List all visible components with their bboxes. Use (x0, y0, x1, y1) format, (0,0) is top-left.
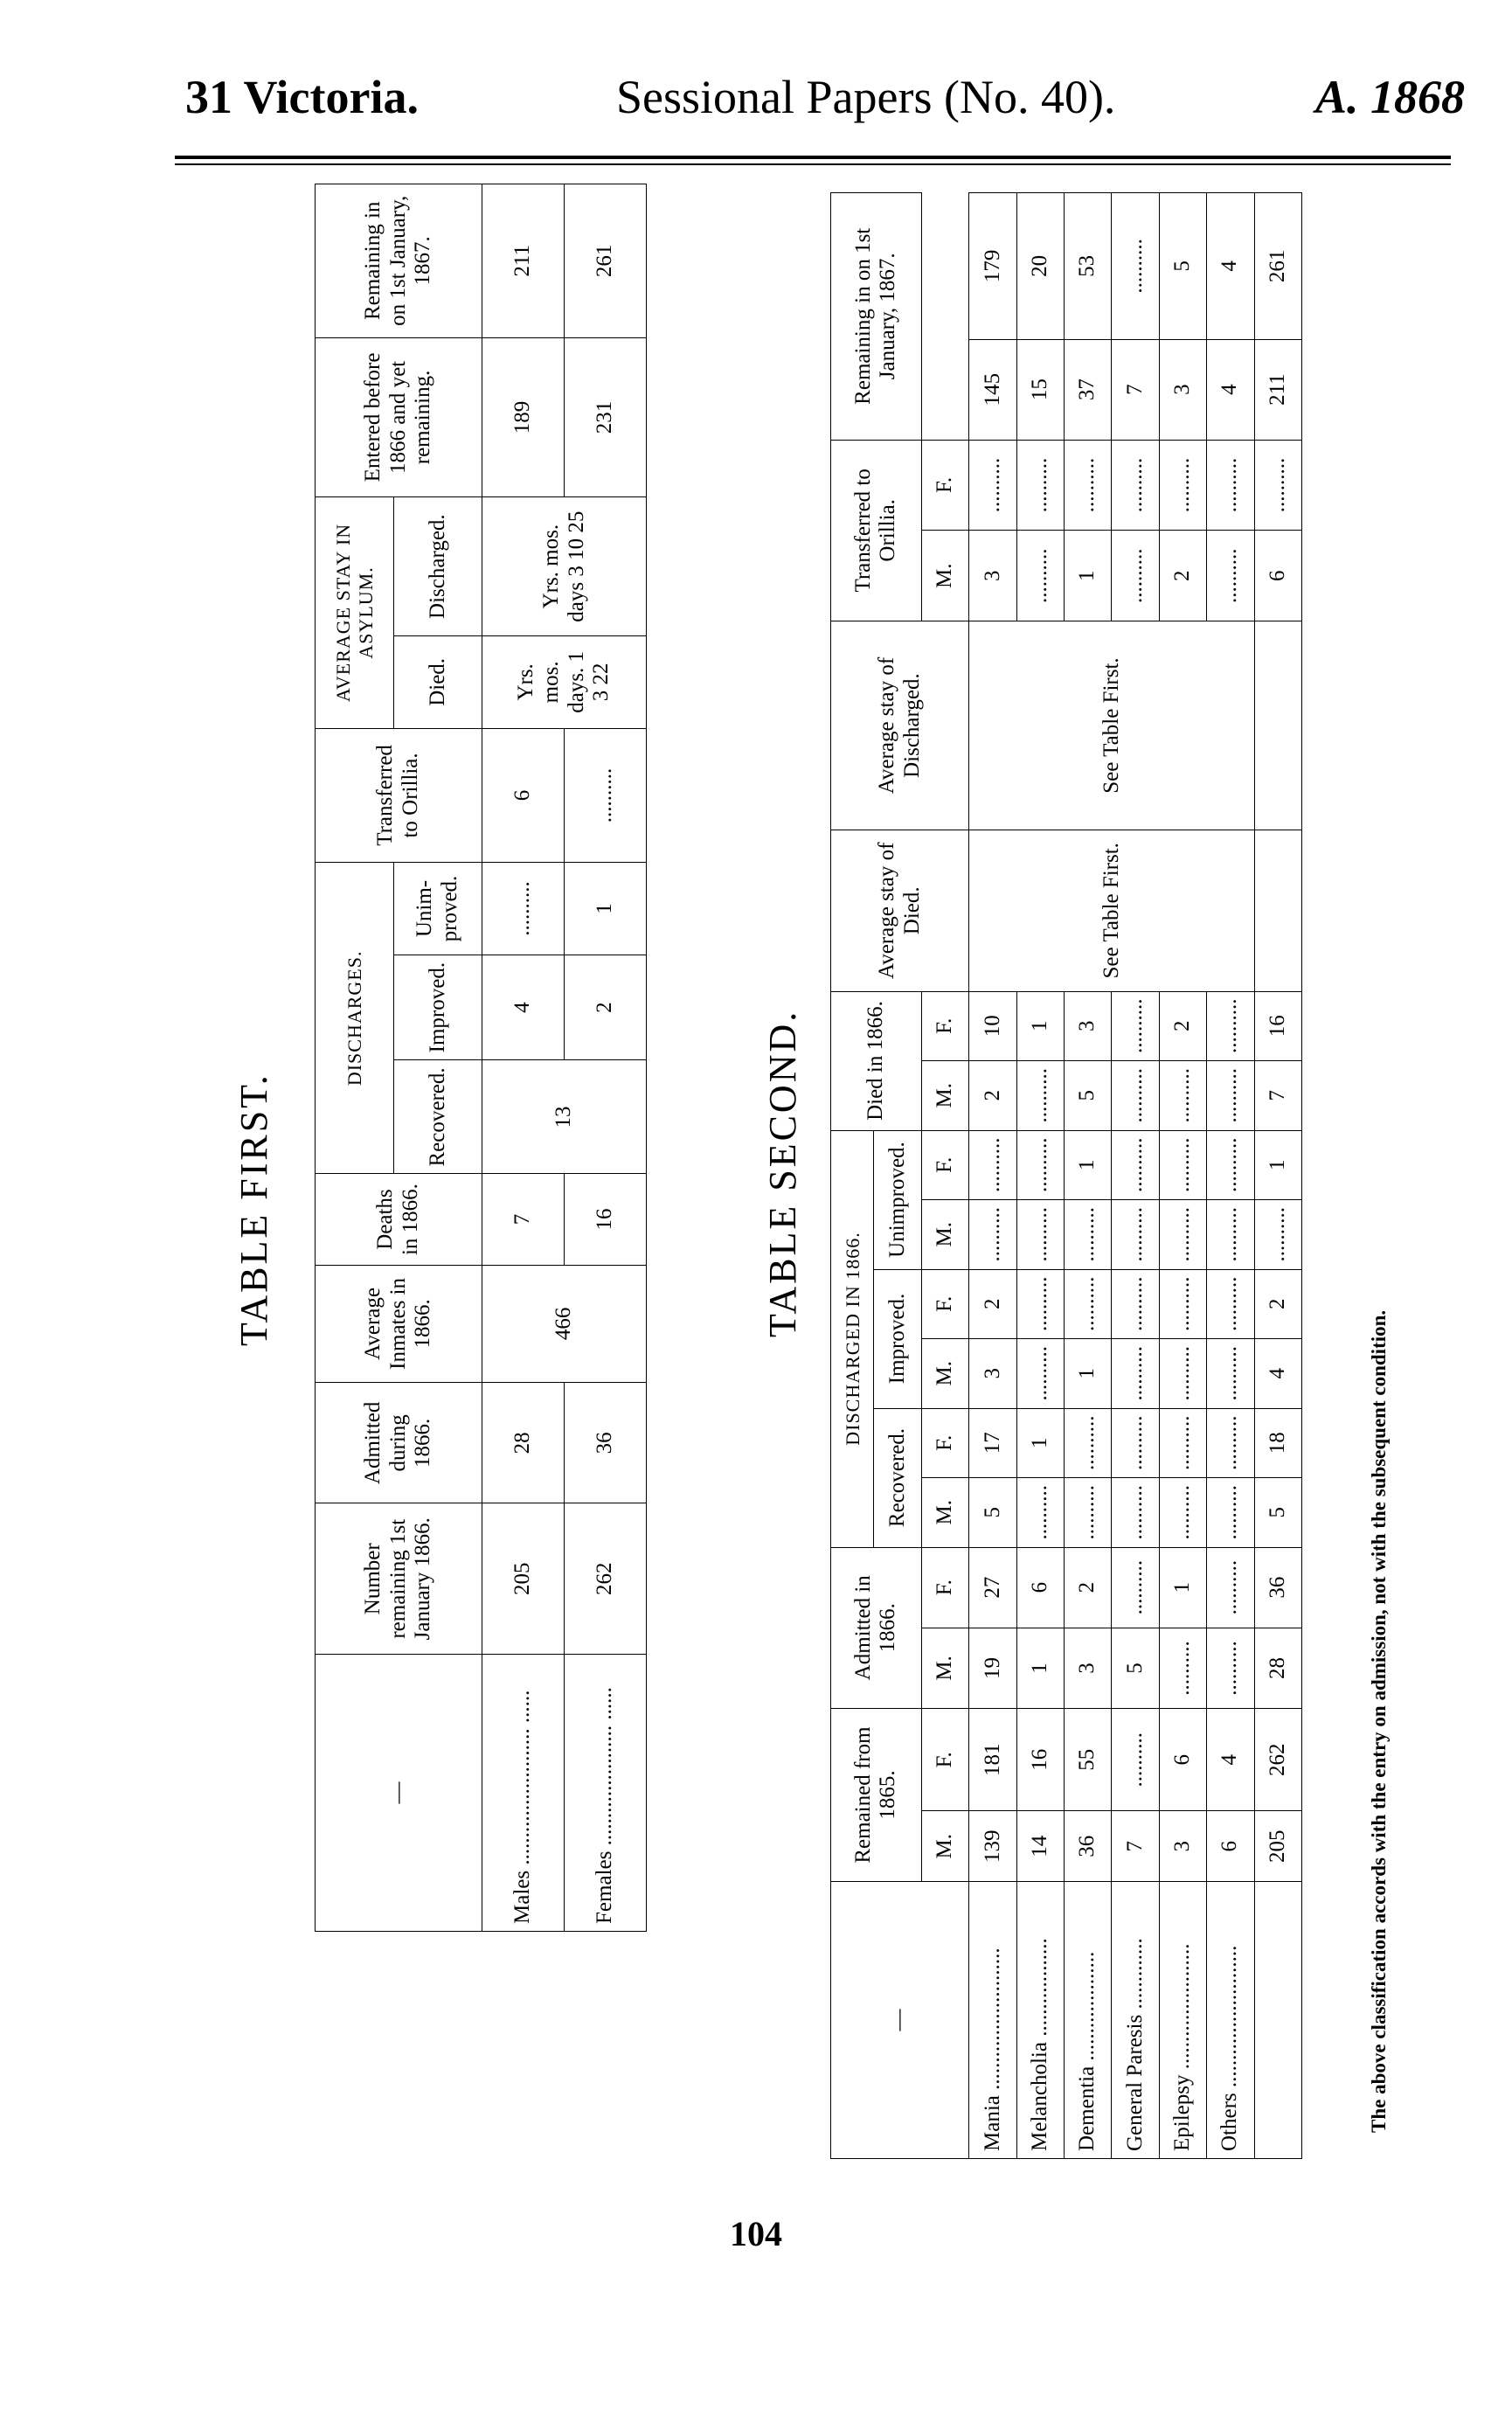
t2-cell: 7 (1112, 1811, 1159, 1882)
t2-cell: .......... (1207, 1628, 1254, 1708)
t2-cell: 1 (1016, 1408, 1064, 1478)
t1-cell: 13 (482, 1060, 647, 1174)
t2-cell: .......... (1112, 1339, 1159, 1409)
t1-col-discharged: Discharged. (394, 497, 482, 636)
t2-cell: .......... (1207, 1130, 1254, 1200)
t2-cell: .......... (1207, 1269, 1254, 1339)
t2-cell: .......... (1207, 1478, 1254, 1548)
t2-col-unimproved: Unimproved. (874, 1130, 921, 1269)
table-row (1016, 193, 1064, 2159)
t1-col-entered-before: Entered before 1866 and yet remaining. (316, 337, 482, 497)
t2-cell: .......... (1159, 440, 1206, 531)
t2-total-cell: .......... (1254, 1200, 1301, 1270)
t2-cell: .......... (1112, 1200, 1159, 1270)
t2-col-recovered: Recovered. (874, 1408, 921, 1547)
t2-row-label: General Paresis ............. (1112, 1882, 1159, 2159)
t2-cell: 3 (969, 531, 1016, 621)
t2-sex-header-row (921, 193, 968, 2159)
t2-cell: 3 (1064, 1628, 1111, 1708)
t2-total-cell: 2 (1254, 1269, 1301, 1339)
t2-col-died-in: Died in 1866. (831, 991, 922, 1130)
t1-col-recovered: Recovered. (394, 1060, 482, 1174)
t2-cell: .......... (1159, 1628, 1206, 1708)
table-second-caption: TABLE SECOND. (761, 1009, 804, 1337)
t2-cell: 3 (969, 1339, 1016, 1409)
t2-cell: .......... (1159, 1478, 1206, 1548)
header-title: Sessional Papers (No. 40). (616, 71, 1116, 123)
t2-cell: 181 (969, 1709, 1016, 1811)
t2-cell: .......... (1207, 440, 1254, 531)
t1-cell: 189 (482, 337, 565, 497)
t2-cell: .......... (1016, 1269, 1064, 1339)
t2-col-female: F. (921, 440, 968, 531)
t2-col-female: F. (921, 1547, 968, 1628)
t2-cell: .......... (1207, 991, 1254, 1061)
t1-col-deaths: Deaths in 1866. (316, 1174, 482, 1265)
t2-total-cell: 28 (1254, 1628, 1301, 1708)
t2-cell: .......... (1016, 1200, 1064, 1270)
t2-cell: .......... (1112, 531, 1159, 621)
t2-cell: .......... (1064, 1478, 1111, 1548)
t2-cell: 20 (1016, 193, 1064, 340)
t2-cell: .......... (1112, 440, 1159, 531)
t1-col-improved: Improved. (394, 955, 482, 1059)
t2-cell: .......... (1207, 1408, 1254, 1478)
t2-cell: .......... (1159, 1269, 1206, 1339)
table-row (1064, 193, 1111, 2159)
t2-total-cell: 205 (1254, 1811, 1301, 1882)
t2-cell: 1 (1064, 1130, 1111, 1200)
t2-row-label: Others .......................... (1207, 1882, 1254, 2159)
t2-cell: 5 (969, 1478, 1016, 1548)
t2-stub-header: — (831, 1882, 969, 2159)
t2-cell: .......... (969, 440, 1016, 531)
t2-col-male: M. (921, 1339, 968, 1409)
t2-total-cell: 36 (1254, 1547, 1301, 1628)
t2-cell: 3 (1064, 991, 1111, 1061)
t2-cell: .......... (1207, 531, 1254, 621)
t2-col-male: M. (921, 1478, 968, 1548)
header-rule-thin (175, 163, 1451, 165)
table-first-caption: TABLE FIRST. (232, 1073, 275, 1346)
t1-cell: 1 (565, 863, 647, 955)
t1-cell: .......... (482, 863, 565, 955)
t1-col-remaining: Number remaining 1st January 1866. (316, 1503, 482, 1655)
t2-total-cell: 211 (1254, 339, 1301, 440)
t2-cell: .......... (1064, 1408, 1111, 1478)
t1-row-label: Females ...................... ...... (565, 1655, 647, 1932)
t2-cell: 4 (1207, 193, 1254, 340)
t2-col-female: F. (921, 1408, 968, 1478)
table-row (565, 184, 647, 1932)
t2-cell: 1 (1016, 1628, 1064, 1708)
t1-col-died: Died. (394, 636, 482, 729)
t2-col-admitted: Admitted in 1866. (831, 1547, 922, 1709)
t2-col-avg-died: Average stay of Died. (831, 830, 969, 992)
t2-col-male: M. (921, 1200, 968, 1270)
t2-total-cell: 7 (1254, 1061, 1301, 1131)
t2-row-label: Melancholia .................. (1016, 1882, 1064, 2159)
t2-col-male: M. (921, 1811, 968, 1882)
t1-cell: 4 (482, 955, 565, 1059)
t2-total-cell: 5 (1254, 1478, 1301, 1548)
table-row (1159, 193, 1206, 2159)
table-second (830, 192, 1302, 2159)
t2-cell: 4 (1207, 339, 1254, 440)
t2-cell: 53 (1064, 193, 1111, 340)
t2-cell: 5 (1159, 193, 1206, 340)
t2-col-remaining: Remaining in on 1st January, 1867. (831, 193, 922, 441)
t2-cell: 17 (969, 1408, 1016, 1478)
t2-col-male: M. (921, 1061, 968, 1131)
t2-cell: .......... (1159, 1130, 1206, 1200)
t2-cell: 16 (1016, 1709, 1064, 1811)
t2-cell: .......... (1016, 440, 1064, 531)
t2-cell: 37 (1064, 339, 1111, 440)
page-number: 104 (730, 2214, 782, 2253)
header-session: 31 Victoria. (185, 71, 419, 123)
t2-col-transferred: Transferred to Orillia. (831, 440, 922, 621)
t2-cell: 3 (1159, 1811, 1206, 1882)
t2-row-label: Epilepsy ....................... (1159, 1882, 1206, 2159)
t2-cell: .......... (1064, 1269, 1111, 1339)
t2-cell: 27 (969, 1547, 1016, 1628)
t1-col-remaining-1867: Remaining in on 1st January, 1867. (316, 184, 482, 338)
t2-total-cell: 262 (1254, 1709, 1301, 1811)
table-row (1207, 193, 1254, 2159)
t2-cell: .......... (1207, 1200, 1254, 1270)
t2-col-avg-discharged: Average stay of Discharged. (831, 621, 969, 830)
t2-col-female: F. (921, 1269, 968, 1339)
t2-cell: .......... (1112, 1269, 1159, 1339)
t2-total-cell: 6 (1254, 531, 1301, 621)
t2-cell: 2 (1159, 531, 1206, 621)
t2-cell: 3 (1159, 339, 1206, 440)
t2-total-cell: 261 (1254, 193, 1301, 340)
header-rule (175, 156, 1451, 159)
t2-cell: 5 (1064, 1061, 1111, 1131)
t2-see-table-first: See Table First. (969, 830, 1254, 992)
t2-cell: .......... (1159, 1339, 1206, 1409)
t1-col-avg-inmates: Average Inmates in 1866. (316, 1265, 482, 1383)
t1-cell: 262 (565, 1503, 647, 1655)
t1-cell: 7 (482, 1174, 565, 1265)
t2-col-male: M. (921, 1628, 968, 1708)
t2-cell: 2 (969, 1269, 1016, 1339)
t2-totals-label (1254, 1882, 1301, 2159)
t2-cell: .......... (1112, 1408, 1159, 1478)
t2-row-label: Mania .......................... (969, 1882, 1016, 2159)
t2-cell: 6 (1207, 1811, 1254, 1882)
t2-cell: .......... (1112, 193, 1159, 340)
t2-total-cell: .......... (1254, 440, 1301, 531)
t2-cell: .......... (1016, 531, 1064, 621)
t2-empty-cell (1254, 830, 1301, 992)
t2-cell: .......... (1064, 1200, 1111, 1270)
t1-cell: 28 (482, 1383, 565, 1503)
t2-col-female: F. (921, 1130, 968, 1200)
t2-cell: 10 (969, 991, 1016, 1061)
t2-empty-cell (1254, 621, 1301, 830)
t2-cell: 6 (1016, 1547, 1064, 1628)
t1-cell: 6 (482, 728, 565, 862)
t2-cell: .......... (1207, 1061, 1254, 1131)
t2-cell: .......... (1064, 440, 1111, 531)
t2-cell: 4 (1207, 1709, 1254, 1811)
t2-cell: 2 (969, 1061, 1016, 1131)
totals-row (1254, 193, 1301, 2159)
t2-cell: .......... (1016, 1130, 1064, 1200)
t2-total-cell: 18 (1254, 1408, 1301, 1478)
t2-cell: .......... (1112, 1061, 1159, 1131)
t2-cell: 14 (1016, 1811, 1064, 1882)
t2-cell: 55 (1064, 1709, 1111, 1811)
t2-cell: 5 (1112, 1628, 1159, 1708)
t2-see-table-first: See Table First. (969, 621, 1254, 830)
t2-col-remained: Remained from 1865. (831, 1709, 922, 1882)
t2-cell: 15 (1016, 339, 1064, 440)
t2-cell: 179 (969, 193, 1016, 340)
t1-stub-header: — (316, 1655, 482, 1932)
t2-cell: .......... (1016, 1061, 1064, 1131)
t1-cell: Yrs. mos. days 3 10 25 (482, 497, 647, 636)
t2-group-discharged: DISCHARGED IN 1866. (831, 1130, 874, 1547)
table-row (1112, 193, 1159, 2159)
t2-cell: .......... (969, 1130, 1016, 1200)
t2-cell: 36 (1064, 1811, 1111, 1882)
t2-cell: 1 (1159, 1547, 1206, 1628)
t1-col-unimproved: Unim-proved. (394, 863, 482, 955)
t2-cell: 139 (969, 1811, 1016, 1882)
t1-cell: Yrs. mos. days. 1 3 22 (482, 636, 647, 729)
t2-col-improved: Improved. (874, 1269, 921, 1408)
t2-total-cell: 16 (1254, 991, 1301, 1061)
table-first (315, 184, 647, 1932)
t2-cell: 19 (969, 1628, 1016, 1708)
t1-cell: .......... (565, 728, 647, 862)
t1-cell: 211 (482, 184, 565, 338)
t2-cell: .......... (969, 1200, 1016, 1270)
t2-cell: .......... (1112, 991, 1159, 1061)
t2-cell: .......... (1159, 1061, 1206, 1131)
t2-cell: .......... (1159, 1408, 1206, 1478)
t2-cell: 1 (1016, 991, 1064, 1061)
t2-cell: .......... (1112, 1478, 1159, 1548)
t2-cell: .......... (1016, 1339, 1064, 1409)
t2-cell: 2 (1064, 1547, 1111, 1628)
t1-group-avg-stay: AVERAGE STAY IN ASYLUM. (316, 497, 394, 728)
footnote: The above classification accords with the entry on admission, not with the subsequent condition. (1368, 1309, 1390, 2133)
t2-total-cell: 1 (1254, 1130, 1301, 1200)
header-year: A. 1868 (1315, 71, 1466, 123)
t2-cell: 6 (1159, 1709, 1206, 1811)
t2-cell: .......... (1159, 1200, 1206, 1270)
t2-cell: 145 (969, 339, 1016, 440)
t1-row-label: Males ......................... ...... (482, 1655, 565, 1932)
t2-cell: .......... (1112, 1547, 1159, 1628)
t2-cell: 2 (1159, 991, 1206, 1061)
t2-cell: .......... (1207, 1339, 1254, 1409)
t2-cell: .......... (1112, 1709, 1159, 1811)
table-row (482, 184, 565, 1932)
t2-col-female: F. (921, 991, 968, 1061)
t1-cell: 36 (565, 1383, 647, 1503)
t1-cell: 261 (565, 184, 647, 338)
t2-cell: .......... (1207, 1547, 1254, 1628)
t2-cell: 1 (1064, 531, 1111, 621)
table-row (969, 193, 1016, 2159)
t2-total-cell: 4 (1254, 1339, 1301, 1409)
t1-cell: 466 (482, 1265, 647, 1383)
t2-col-male: M. (921, 531, 968, 621)
t2-cell: .......... (1112, 1130, 1159, 1200)
t2-cell: 1 (1064, 1339, 1111, 1409)
t1-cell: 16 (565, 1174, 647, 1265)
t1-cell: 231 (565, 337, 647, 497)
t1-col-admitted: Admitted during 1866. (316, 1383, 482, 1503)
t2-col-female: F. (921, 1709, 968, 1811)
t1-cell: 205 (482, 1503, 565, 1655)
t1-group-discharges: DISCHARGES. (316, 863, 394, 1174)
t1-col-transferred: Transferred to Orillia. (316, 728, 482, 862)
t1-cell: 2 (565, 955, 647, 1059)
t2-row-label: Dementia .................... (1064, 1882, 1111, 2159)
t2-cell: .......... (1016, 1478, 1064, 1548)
t2-cell: 7 (1112, 339, 1159, 440)
